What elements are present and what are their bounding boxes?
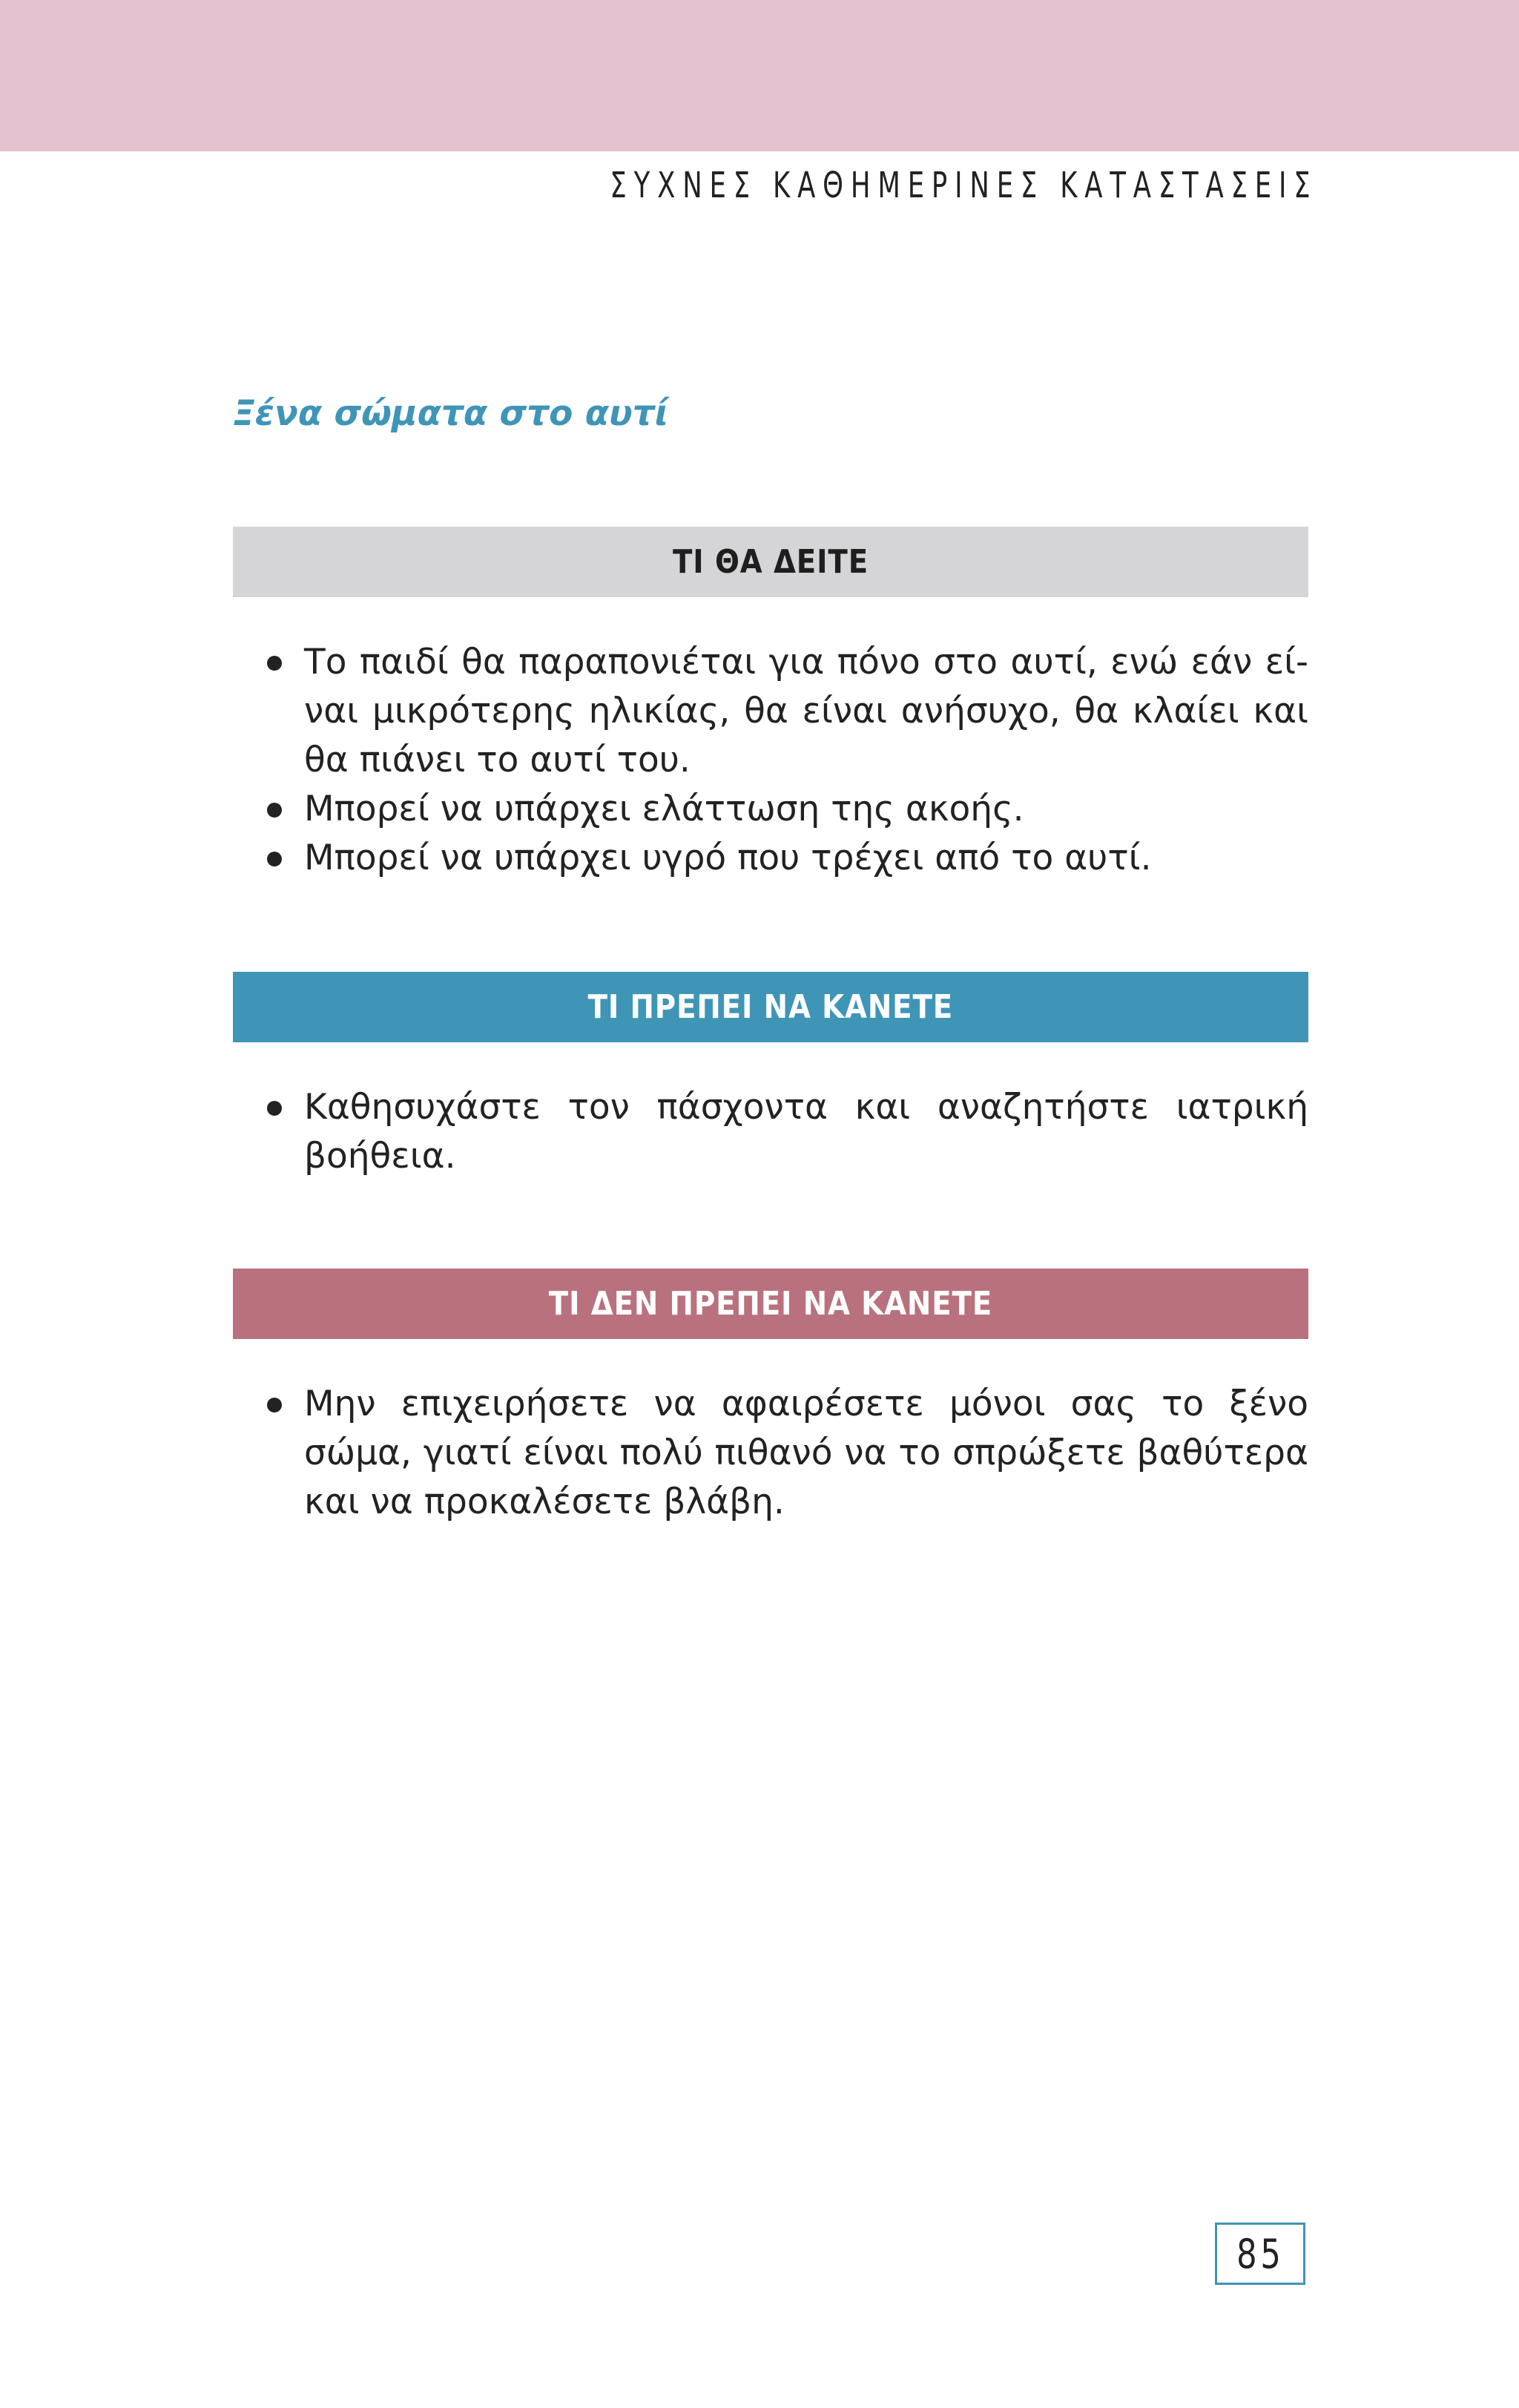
list-item-text: Μην επιχειρήσετε να αφαιρέσετε μόνοι σας το ξένο σώμα, γιατί είναι πολύ πιθανό να το σπρώξετε βαθύτερα και να προκαλέσετε βλάβη. (304, 1384, 1308, 1522)
bullet-icon (267, 803, 282, 818)
what-not-to-do-heading-band (233, 1269, 1308, 1339)
list-item-text: Καθησυχάστε τον πάσχοντα και αναζητήστε ιατρική βοήθεια. (304, 1087, 1308, 1177)
what-to-do-heading-band (233, 972, 1308, 1042)
bullet-icon (267, 852, 282, 866)
header-color-band (0, 0, 1519, 151)
bullet-icon (267, 656, 282, 671)
what-not-to-do-list (267, 1380, 1308, 1527)
list-item-text: Το παιδί θα παραπονιέται για πόνο στο αυτί, ενώ εάν είναι μικρότερης ηλικίας, θα είναι ανήσυχο, θα κλαίει και θα πιάνει το αυτί του. (304, 642, 1308, 780)
what-you-see-heading-band (233, 527, 1308, 597)
list-item (267, 638, 1308, 785)
what-you-see-heading: ΤΙ ΘΑ ΔΕΙΤΕ (672, 543, 869, 581)
bullet-icon (267, 1101, 282, 1116)
list-item-text: Μπορεί να υπάρχει ελάττωση της ακοής. (304, 789, 1024, 829)
list-item-text: Μπορεί να υπάρχει υγρό που τρέχει από το αυτί. (304, 838, 1152, 878)
page-number-box (1215, 2223, 1305, 2285)
running-header: ΣΥΧΝΕΣ ΚΑΘΗΜΕΡΙΝΕΣ ΚΑΤΑΣΤΑΣΕΙΣ (609, 165, 1317, 206)
list-item (267, 1083, 1308, 1181)
what-to-do-heading: ΤΙ ΠΡΕΠΕΙ ΝΑ ΚΑΝΕΤΕ (587, 988, 954, 1026)
bullet-icon (267, 1398, 282, 1412)
section-title: Ξένα σώματα στο αυτί (233, 393, 669, 434)
list-item (267, 1380, 1308, 1527)
what-to-do-list (267, 1083, 1308, 1181)
what-you-see-list (267, 638, 1308, 883)
list-item (267, 834, 1308, 883)
page-number: 85 (1236, 2230, 1285, 2277)
list-item (267, 785, 1308, 834)
what-not-to-do-heading: ΤΙ ΔΕΝ ΠΡΕΠΕΙ ΝΑ ΚΑΝΕΤΕ (548, 1285, 993, 1323)
